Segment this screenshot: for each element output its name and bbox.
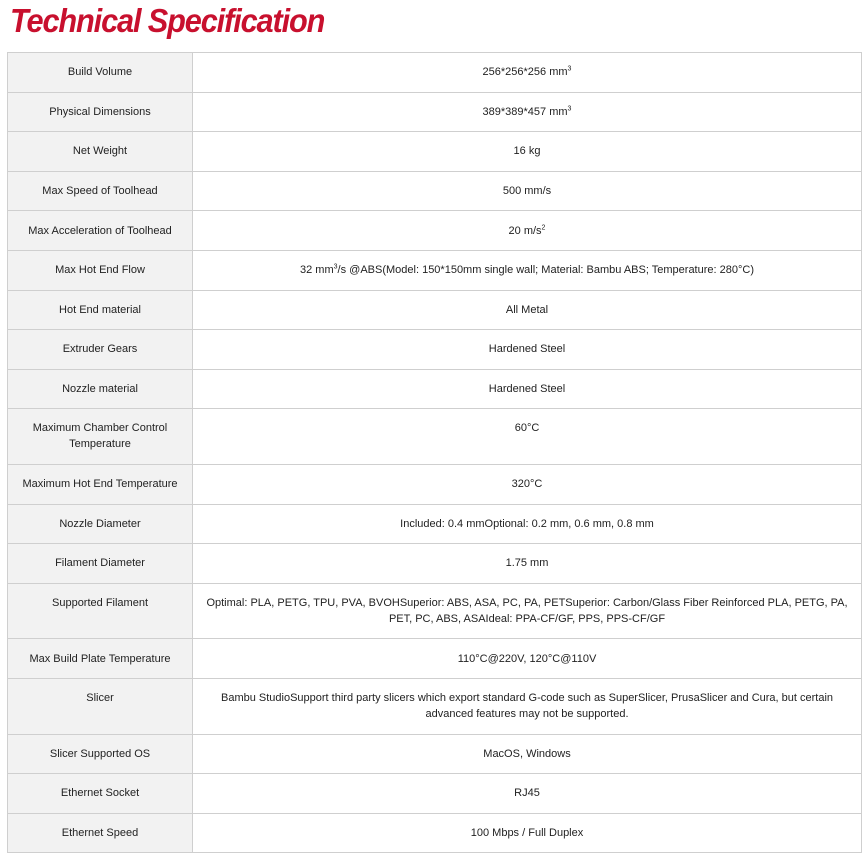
spec-value (193, 211, 862, 251)
spec-table (7, 52, 862, 853)
spec-label: Max Acceleration of Toolhead (8, 211, 193, 251)
spec-label: Maximum Hot End Temperature (8, 464, 193, 504)
spec-row (8, 92, 862, 132)
spec-label: Net Weight (8, 132, 193, 172)
spec-value-text: 500 mm/s (502, 185, 552, 198)
spec-row (8, 409, 862, 465)
spec-value (193, 734, 862, 774)
spec-value (193, 290, 862, 330)
spec-table-body (8, 53, 862, 853)
spec-label: Hot End material (8, 290, 193, 330)
spec-label: Nozzle material (8, 369, 193, 409)
spec-value (193, 464, 862, 504)
spec-row (8, 774, 862, 814)
spec-value-superscript: 3 (333, 263, 338, 271)
spec-value-suffix: /s @ABS(Model: 150*150mm single wall; Material: Bambu ABS; Temperature: 280°C) (337, 264, 754, 277)
spec-row (8, 250, 862, 290)
spec-value-text: 389*389*457 mm (482, 105, 568, 118)
spec-value (193, 678, 862, 734)
spec-row (8, 583, 862, 639)
spec-label: Filament Diameter (8, 544, 193, 584)
spec-label: Max Build Plate Temperature (8, 639, 193, 679)
spec-row (8, 813, 862, 853)
spec-row (8, 504, 862, 544)
spec-value-text: 110°C@220V, 120°C@110V (457, 652, 597, 665)
spec-label: Nozzle Diameter (8, 504, 193, 544)
spec-value-text: Hardened Steel (488, 343, 566, 356)
spec-label: Build Volume (8, 53, 193, 93)
spec-value-text: 100 Mbps / Full Duplex (470, 826, 584, 839)
spec-row (8, 53, 862, 93)
spec-label: Ethernet Socket (8, 774, 193, 814)
spec-value-superscript: 2 (541, 224, 546, 232)
spec-value-text: 20 m/s (508, 224, 542, 237)
spec-value (193, 171, 862, 211)
spec-value-text: 1.75 mm (505, 557, 549, 570)
spec-value-text: 320°C (511, 478, 543, 491)
spec-value-text: 16 kg (513, 145, 541, 158)
spec-value-text: 60°C (514, 422, 540, 435)
spec-row (8, 734, 862, 774)
spec-value-superscript: 3 (567, 105, 572, 113)
page-title: Technical Specification (10, 2, 325, 39)
spec-value (193, 583, 862, 639)
spec-label: Max Speed of Toolhead (8, 171, 193, 211)
spec-row (8, 639, 862, 679)
spec-label: Max Hot End Flow (8, 250, 193, 290)
spec-value (193, 53, 862, 93)
spec-row (8, 369, 862, 409)
spec-label: Maximum Chamber Control Temperature (8, 409, 193, 465)
spec-row (8, 464, 862, 504)
spec-value-text: Bambu StudioSupport third party slicers which export standard G-code such as SuperSlicer, PrusaSlicer and Cura, but certain advanced features may not be supported. (220, 691, 834, 720)
spec-value (193, 774, 862, 814)
spec-row (8, 132, 862, 172)
spec-value-text: 256*256*256 mm (482, 66, 568, 79)
spec-row (8, 211, 862, 251)
spec-value (193, 250, 862, 290)
spec-value-text: MacOS, Windows (483, 747, 571, 760)
spec-value (193, 132, 862, 172)
spec-row (8, 171, 862, 211)
spec-label: Slicer (8, 678, 193, 734)
spec-value (193, 639, 862, 679)
spec-row (8, 330, 862, 370)
spec-row (8, 678, 862, 734)
spec-label: Slicer Supported OS (8, 734, 193, 774)
spec-value-text: Included: 0.4 mmOptional: 0.2 mm, 0.6 mm, 0.8 mm (400, 517, 654, 530)
spec-value (193, 544, 862, 584)
spec-value (193, 92, 862, 132)
spec-value (193, 330, 862, 370)
spec-value-text: Hardened Steel (488, 383, 566, 396)
spec-value-text: All Metal (505, 303, 549, 316)
spec-value (193, 409, 862, 465)
spec-row (8, 290, 862, 330)
spec-value (193, 504, 862, 544)
spec-value-text: RJ45 (514, 787, 540, 800)
spec-label: Physical Dimensions (8, 92, 193, 132)
spec-value-text: 32 mm (300, 264, 334, 277)
spec-label: Ethernet Speed (8, 813, 193, 853)
spec-value (193, 369, 862, 409)
spec-value-superscript: 3 (567, 65, 572, 73)
spec-value (193, 813, 862, 853)
spec-label: Supported Filament (8, 583, 193, 639)
spec-label: Extruder Gears (8, 330, 193, 370)
spec-row (8, 544, 862, 584)
spec-value-text: Optimal: PLA, PETG, TPU, PVA, BVOHSuperior: ABS, ASA, PC, PA, PETSuperior: Carbon/Glass Fiber Reinforced PLA, PETG, PA, PET, PC, ABS, ASAIdeal: PPA-CF/GF, PPS, PPS-CF/GF (206, 596, 848, 625)
